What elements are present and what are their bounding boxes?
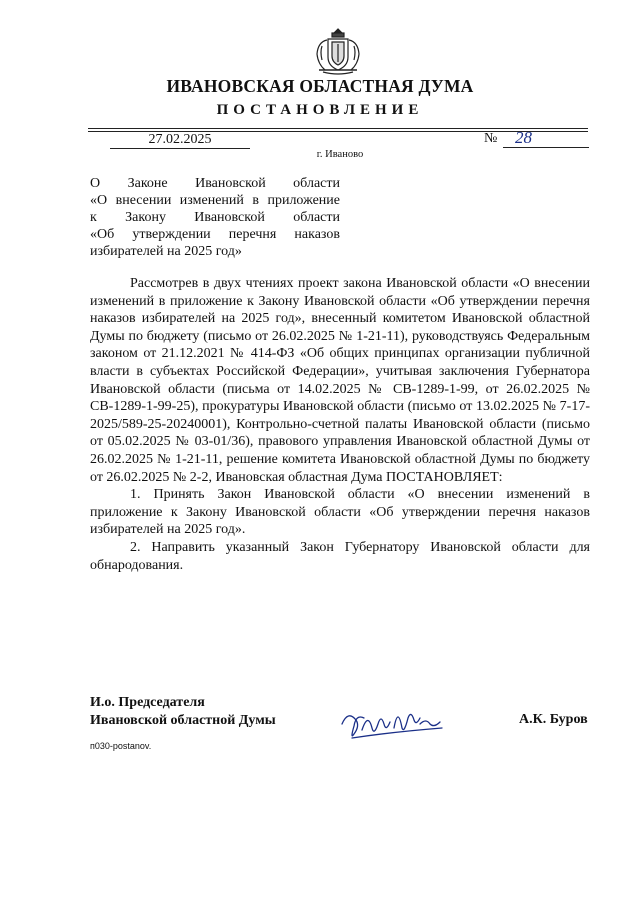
document-body (90, 275, 590, 574)
handwritten-signature (338, 700, 458, 744)
body-paragraph: Рассмотрев в двух чтениях проект закона Ивановской области «О внесении изменений в приложение к Закону Ивановской области «Об утверждении перечня наказов избирателей на 2025 год», внесенный комитетом Ивановской областной Думы по бюджету (письмо от 26.02.2025 № 1-21-11), руководствуясь Федеральным законом от 21.12.2021 № 414-ФЗ «Об общих принципах организации публичной власти в субъектах Российской Федерации», учитывая заключения Губернатора Ивановской области (письма от 14.02.2025 № СВ-1289-1-99, от 26.02.2025 № СВ-1289-1-99-25), прокуратуры Ивановской области (письмо от 13.02.2025 № 7-17-2025/589-25-20240001), Контрольно-счетной палаты Ивановской области (письмо от 05.02.2025 № 03-01/36), правового управления Ивановской областной Думы от 26.02.2025 № 1-21-11, решение комитета Ивановской областной Думы по бюджету от 26.02.2025 № 2-2, Ивановская областная Дума ПОСТАНОВЛЯЕТ: (90, 276, 590, 485)
subject-line: избирателей на 2025 год» (90, 244, 242, 259)
document-subject (90, 175, 340, 260)
city-name: г. Иваново (316, 149, 364, 160)
document-type: ПОСТАНОВЛЕНИЕ (216, 102, 424, 118)
document-date: 27.02.2025 (110, 132, 250, 149)
number-label: № (484, 131, 498, 146)
document-number: 28 (503, 129, 589, 148)
coat-of-arms-emblem-icon (311, 26, 365, 76)
signatory-title-line: Ивановской областной Думы (90, 713, 276, 728)
signatory-title-line: И.о. Председателя (90, 695, 205, 710)
organization-name: ИВАНОВСКАЯ ОБЛАСТНАЯ ДУМА (166, 76, 474, 96)
file-reference: п030-postanov. (90, 741, 152, 751)
subject-line: О Законе Ивановской области (90, 176, 340, 191)
signatory-title (90, 694, 276, 730)
signatory-name: А.К. Буров (519, 712, 588, 727)
subject-line: «Об утверждении перечня наказов (90, 227, 340, 242)
subject-line: к Закону Ивановской области (90, 210, 340, 225)
body-paragraph: 2. Направить указанный Закон Губернатору Ивановской области для обнародования. (90, 539, 590, 573)
body-paragraph: 1. Принять Закон Ивановской области «О внесении изменений в приложение к Закону Ивановской области «Об утверждении перечня наказов избирателей на 2025 год». (90, 487, 590, 538)
subject-line: «О внесении изменений в приложение (90, 193, 340, 208)
